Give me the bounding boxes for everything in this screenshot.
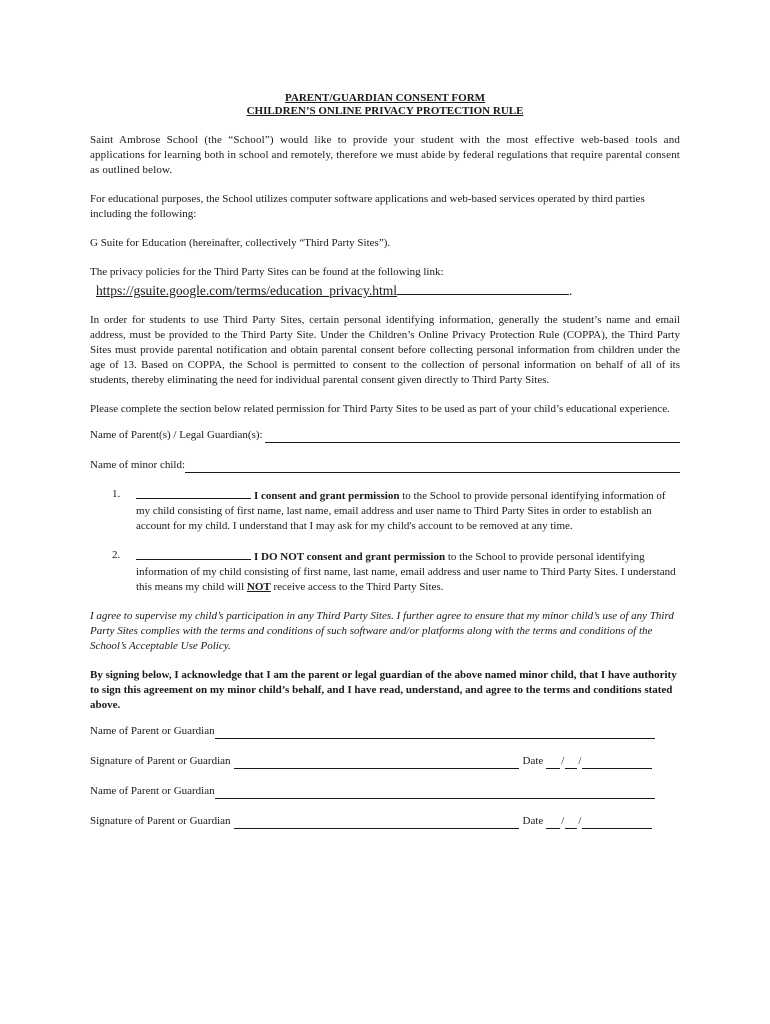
date-separator: / [561,815,565,827]
option-number: 1. [112,488,121,500]
date-month-blank[interactable] [546,755,560,769]
date-year-blank[interactable] [582,815,652,829]
date-day-blank[interactable] [565,755,577,769]
services-paragraph: G Suite for Education (hereinafter, collectively “Third Party Sites”). [90,237,391,249]
guardian-name-label: Name of Parent or Guardian [90,785,215,797]
guardian-name-row-2 [90,781,680,799]
consent-deny-text-b: receive access to the Third Party Sites. [270,581,444,593]
instruction-paragraph: Please complete the section below related permission for Third Party Sites to be used as part of your child’s educational experience. [90,403,670,415]
acknowledgement-paragraph: By signing below, I acknowledge that I am the parent or legal guardian of the above named minor child, that I have authority to sign this agreement on my minor child’s behalf, and I have read, understand, and agree to the terms and conditions stated above. [90,669,677,711]
guardian-signature-input-line[interactable] [234,815,519,829]
policy-intro: The privacy policies for the Third Party Sites can be found at the following link: [90,266,444,278]
policy-link-line [90,282,680,299]
child-name-input-line[interactable] [185,459,680,473]
guardian-name-input-line[interactable] [215,785,655,799]
consent-deny-text-a: to the School to provide personal identifying information of my child consisting of first name, last name, email address and user name to Third Party Sites. I understand this means my child will [136,551,676,593]
deny-initial-blank[interactable] [136,548,251,560]
guardian-signature-label: Signature of Parent or Guardian [90,815,231,827]
date-month-blank[interactable] [546,815,560,829]
link-period: . [568,283,573,298]
guardian-signature-row-1 [90,751,680,769]
date-day-blank[interactable] [565,815,577,829]
parent-name-label: Name of Parent(s) / Legal Guardian(s): [90,429,263,441]
child-name-label: Name of minor child: [90,459,186,471]
guardian-signature-label: Signature of Parent or Guardian [90,755,231,767]
date-separator: / [561,755,565,767]
form-subtitle: CHILDREN’S ONLINE PRIVACY PROTECTION RULE [246,105,524,117]
guardian-name-input-line[interactable] [215,725,655,739]
form-title: PARENT/GUARDIAN CONSENT FORM [284,92,486,104]
consent-grant-bold: I consent and grant permission [254,490,400,502]
consent-deny-emphasis: NOT [246,581,271,593]
parent-name-field [90,425,680,443]
purposes-paragraph: For educational purposes, the School utilizes computer software applications and web-based services operated by third parties including the following: [90,193,645,220]
parent-name-input-line[interactable] [265,429,680,443]
option-number: 2. [112,549,121,561]
date-separator: / [578,755,582,767]
guardian-name-label: Name of Parent or Guardian [90,725,215,737]
consent-option-2 [90,548,680,595]
consent-option-1 [90,487,680,534]
guardian-signature-input-line[interactable] [234,755,519,769]
coppa-paragraph: In order for students to use Third Party Sites, certain personal identifying information, generally the student’s name and email address, must be provided to the Third Party Site. Under the Children’s Online Privacy Protection Rule (COPPA), the Third Party Sites must provide parental notification and obtain parental consent before collecting personal information from children under the age of 13. Based on COPPA, the School is permitted to consent to the collection of personal information on behalf of all of its students, thereby eliminating the need for individual parental consent given directly to Third Party Sites. [90,314,680,386]
date-label: Date [522,755,544,767]
guardian-name-row-1 [90,721,680,739]
agreement-paragraph: I agree to supervise my child’s participation in any Third Party Sites. I further agree to ensure that my minor child’s use of any Third Party Sites complies with the terms and conditions of such software and/or platforms along with the terms and conditions of the School’s Acceptable Use Policy. [90,610,674,652]
date-separator: / [578,815,582,827]
consent-form-page [90,92,680,829]
intro-paragraph: Saint Ambrose School (the “School”) would like to provide your student with the most effective web-based tools and applications for learning both in school and remotely, therefore we must abide by federal regulations that require parental consent as outlined below. [90,134,680,176]
link-underline-trail [397,282,569,295]
consent-initial-blank[interactable] [136,487,251,499]
guardian-signature-row-2 [90,811,680,829]
privacy-policy-link[interactable]: https://gsuite.google.com/terms/education_privacy.html [96,283,397,298]
date-year-blank[interactable] [582,755,652,769]
date-label: Date [522,815,544,827]
consent-deny-bold: I DO NOT consent and grant permission [254,551,446,563]
consent-grant-text: to the School to provide personal identifying information of my child consisting of first name, last name, email address and user name to Third Party Sites in order to establish an account for my child. I understand that I may ask for my child's account to be removed at any time. [136,490,666,532]
child-name-field [90,455,680,473]
